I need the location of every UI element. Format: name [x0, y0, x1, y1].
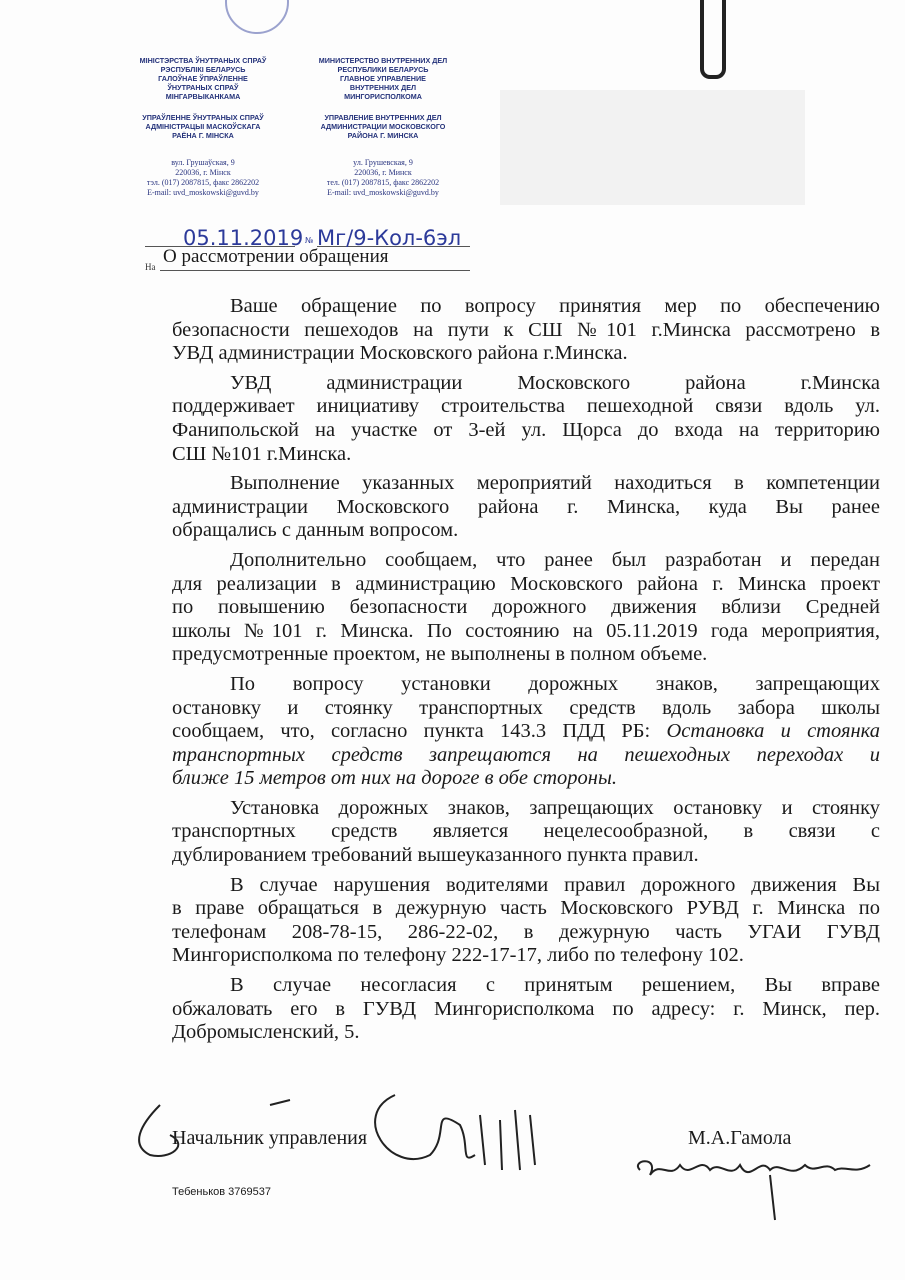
in-reply-underline	[160, 270, 470, 271]
text-normal: обжаловать его в ГУВД Мингорисполкома по адресу: г. Минск, пер.	[172, 997, 880, 1020]
letterhead-line: ГАЛОЎНАЕ ЎПРАЎЛЕННЕ	[158, 74, 248, 83]
letterhead-address	[283, 158, 483, 198]
letterhead-line: УПРАВЛЕНИЕ ВНУТРЕННИХ ДЕЛ	[324, 113, 442, 122]
letterhead-belarusian	[103, 56, 303, 210]
text-normal: администрации Московского района г. Минска, куда Вы ранее	[172, 495, 880, 518]
text-normal: СШ №101 г.Минска.	[172, 442, 352, 465]
text-normal: Установка дорожных знаков, запрещающих остановку и стоянку	[230, 796, 880, 819]
letterhead-line: РЕСПУБЛИКИ БЕЛАРУСЬ	[337, 65, 429, 74]
text-line	[172, 643, 880, 667]
text-italic-quote: ближе 15 метров от них на дороге в обе стороны.	[172, 767, 617, 790]
in-reply-label: На	[145, 262, 156, 272]
text-normal: телефонам 208-78-15, 286-22-02, в дежурную часть УГАИ ГУВД	[172, 920, 880, 943]
letter-subject: О рассмотрении обращения	[163, 246, 389, 267]
text-line	[172, 767, 880, 791]
text-line	[172, 319, 880, 343]
registration-line	[145, 226, 470, 248]
letterhead-line: тэл. (017) 2087815, факс 2862202	[146, 178, 260, 187]
text-line	[172, 372, 880, 396]
text-line	[172, 472, 880, 496]
text-line	[172, 419, 880, 443]
text-normal: поддерживает инициативу строительства пешеходной связи вдоль ул.	[172, 395, 880, 418]
handwritten-signature	[130, 1085, 550, 1185]
letterhead-line: вул. Грушаўская, 9	[171, 158, 235, 167]
text-line	[172, 844, 880, 868]
paragraph	[172, 295, 880, 366]
letterhead-line: ул. Грушевская, 9	[353, 158, 413, 167]
redacted-addressee-area	[500, 90, 805, 205]
text-line	[172, 519, 880, 543]
text-normal: Добромысленский, 5.	[172, 1021, 360, 1044]
text-normal: безопасности пешеходов на пути к СШ №101 г.Минска рассмотрено в	[172, 318, 880, 341]
text-line	[172, 944, 880, 968]
text-line	[172, 673, 880, 697]
letterhead-line: АДМИНИСТРАЦИИ МОСКОВСКОГО	[320, 122, 446, 131]
text-line	[172, 1021, 880, 1045]
text-normal: УВД администрации Московского района г.Минска	[230, 371, 880, 394]
letterhead-line: МІНІСТЭРСТВА ЎНУТРАНЫХ СПРАЎ	[139, 56, 267, 65]
paragraph	[172, 372, 880, 466]
handwritten-signature-name	[630, 1150, 880, 1230]
letterhead-line: МІНГАРВЫКАНКАМА	[165, 92, 241, 101]
text-line	[172, 596, 880, 620]
text-normal: УВД администрации Московского района г.Минска.	[172, 342, 628, 365]
letterhead-line: МИНГОРИСПОЛКОМА	[344, 92, 422, 101]
letterhead-address	[103, 158, 303, 198]
paragraph	[172, 874, 880, 968]
text-normal: Ваше обращение по вопросу принятия мер по обеспечению	[230, 295, 880, 317]
registration-date: 05.11.2019	[183, 226, 304, 250]
letterhead-line: ЎНУТРАНЫХ СПРАЎ	[167, 83, 239, 92]
letterhead-line: 220036, г. Мінск	[175, 168, 231, 177]
text-line	[172, 342, 880, 366]
letterhead-line: АДМІНІСТРАЦЫІ МАСКОЎСКАГА	[145, 122, 261, 131]
letterhead-line: ГЛАВНОЕ УПРАВЛЕНИЕ	[340, 74, 426, 83]
paragraph	[172, 673, 880, 791]
text-line	[172, 697, 880, 721]
letterhead-line: E-mail: uvd_moskowski@guvd.by	[327, 188, 439, 197]
letterhead-line: РАЁНА Г. МІНСКА	[172, 131, 234, 140]
number-label: №	[305, 236, 314, 245]
paragraph	[172, 472, 880, 543]
text-normal: Дополнительно сообщаем, что ранее был разработан и передан	[230, 548, 880, 571]
text-line	[172, 897, 880, 921]
text-line	[172, 720, 880, 744]
letterhead-line: РЭСПУБЛІКІ БЕЛАРУСЬ	[160, 65, 246, 74]
text-normal: По вопросу установки дорожных знаков, запрещающих	[230, 672, 880, 695]
text-normal: Мингорисполкома по телефону 222-17-17, либо по телефону 102.	[172, 944, 744, 967]
text-line	[172, 443, 880, 467]
registration-number: Мг/9-Кол-6эл	[317, 226, 462, 250]
text-line	[172, 496, 880, 520]
text-normal: Фанипольской на участке от 3-ей ул. Щорса до входа на территорию	[172, 418, 880, 441]
executor-contact: Тебеньков 3769537	[172, 1186, 271, 1198]
signatory-name: М.А.Гамола	[688, 1127, 792, 1149]
letterhead-russian	[283, 56, 483, 210]
letterhead-line: РАЙОНА Г. МИНСКА	[347, 131, 419, 140]
text-normal: остановку и стоянку транспортных средств вдоль забора школы	[172, 696, 880, 719]
paragraph	[172, 797, 880, 868]
letterhead-line: 220036, г. Минск	[354, 168, 412, 177]
text-normal: В случае нарушения водителями правил дорожного движения Вы	[230, 873, 880, 896]
text-line	[172, 998, 880, 1022]
text-normal: школы №101 г. Минска. По состоянию на 05.11.2019 года мероприятия,	[172, 619, 880, 642]
text-normal: обращались с данным вопросом.	[172, 519, 459, 542]
text-normal: в праве обращаться в дежурную часть Московского РУВД г. Минска по	[172, 897, 880, 920]
signatory-title: Начальник управления	[172, 1127, 368, 1149]
paragraph	[172, 549, 880, 667]
letterhead-line: тел. (017) 2087815, факс 2862202	[326, 178, 440, 187]
text-line	[172, 549, 880, 573]
text-normal: Выполнение указанных мероприятий находиться в компетенции	[230, 472, 880, 495]
text-line	[172, 295, 880, 319]
text-normal: сообщаем, что, согласно пункта 143.3 ПДД РБ:	[172, 720, 667, 743]
letterhead-line: МИНИСТЕРСТВО ВНУТРЕННИХ ДЕЛ	[318, 56, 448, 65]
text-normal: для реализации в администрацию Московского района г. Минска проект	[172, 572, 880, 595]
text-normal: дублированием требований вышеуказанного пункта правил.	[172, 844, 699, 867]
letterhead-department	[103, 113, 303, 140]
text-normal: В случае несогласия с принятым решением, Вы вправе	[230, 974, 880, 997]
text-line	[172, 921, 880, 945]
text-normal: по повышению безопасности дорожного движения вблизи Средней	[172, 596, 880, 619]
text-line	[172, 744, 880, 768]
text-line	[172, 820, 880, 844]
text-line	[172, 395, 880, 419]
text-line	[172, 620, 880, 644]
text-line	[172, 974, 880, 998]
state-emblem	[225, 0, 289, 34]
paper-clip-mark	[700, 0, 726, 79]
letterhead-line: E-mail: uvd_moskowski@guvd.by	[147, 188, 259, 197]
text-line	[172, 797, 880, 821]
text-line	[172, 573, 880, 597]
letterhead-department	[283, 113, 483, 140]
letterhead-line: ВНУТРЕННИХ ДЕЛ	[349, 83, 417, 92]
text-line	[172, 874, 880, 898]
letter-body	[172, 295, 880, 1051]
letterhead-ministry	[103, 56, 303, 101]
paragraph	[172, 974, 880, 1045]
text-italic-quote: транспортных средств запрещаются на пешеходных переходах и	[172, 743, 880, 766]
text-italic-quote: Остановка и стоянка	[666, 720, 880, 743]
text-normal: транспортных средств является нецелесообразной, в связи с	[172, 820, 880, 843]
letterhead-line: УПРАЎЛЕННЕ ЎНУТРАНЫХ СПРАЎ	[142, 113, 264, 122]
letterhead-ministry	[283, 56, 483, 101]
text-normal: предусмотренные проектом, не выполнены в полном объеме.	[172, 643, 708, 666]
